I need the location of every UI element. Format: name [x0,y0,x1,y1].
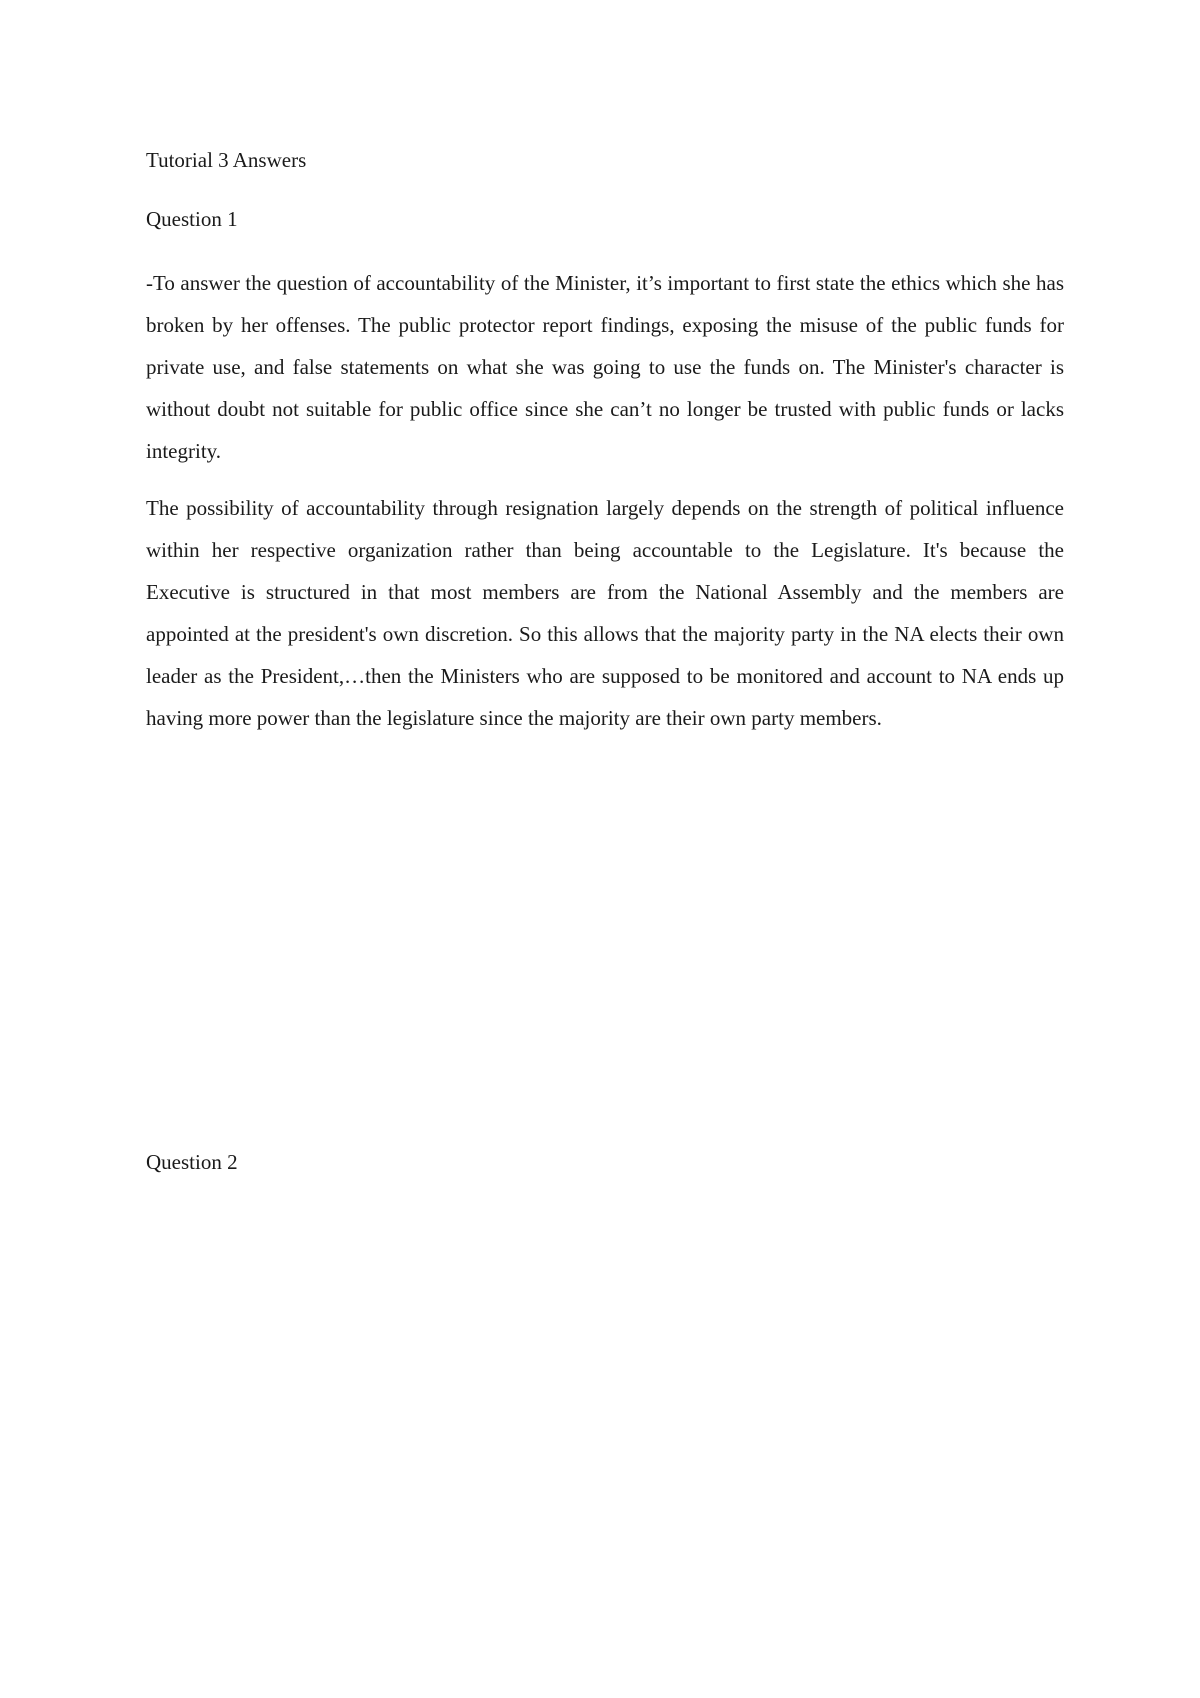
document-title: Tutorial 3 Answers [146,148,307,172]
question-1-paragraph-1: -To answer the question of accountability of the Minister, it’s important to first state the ethics which she has broken by her offenses. The public protector report findings, exposing the misuse of the public funds for private use, and false statements on what she was going to use the funds on. The Minister's character is without doubt not suitable for public office since she can’t no longer be trusted with public funds or lacks integrity. [146,271,1064,463]
document-body [146,144,1064,754]
question-2-label: Question 2 [146,1150,238,1174]
question-1-label: Question 1 [146,207,238,231]
question-1-paragraph-2: The possibility of accountability through resignation largely depends on the strength of political influence within her respective organization rather than being accountable to the Legislature. It's because the Executive is structured in that most members are from the National Assembly and the members are appointed at the president's own discretion. So this allows that the majority party in the NA elects their own leader as the President,…then the Ministers who are supposed to be monitored and account to NA ends up having more power than the legislature since the majority are their own party members. [146,496,1064,730]
